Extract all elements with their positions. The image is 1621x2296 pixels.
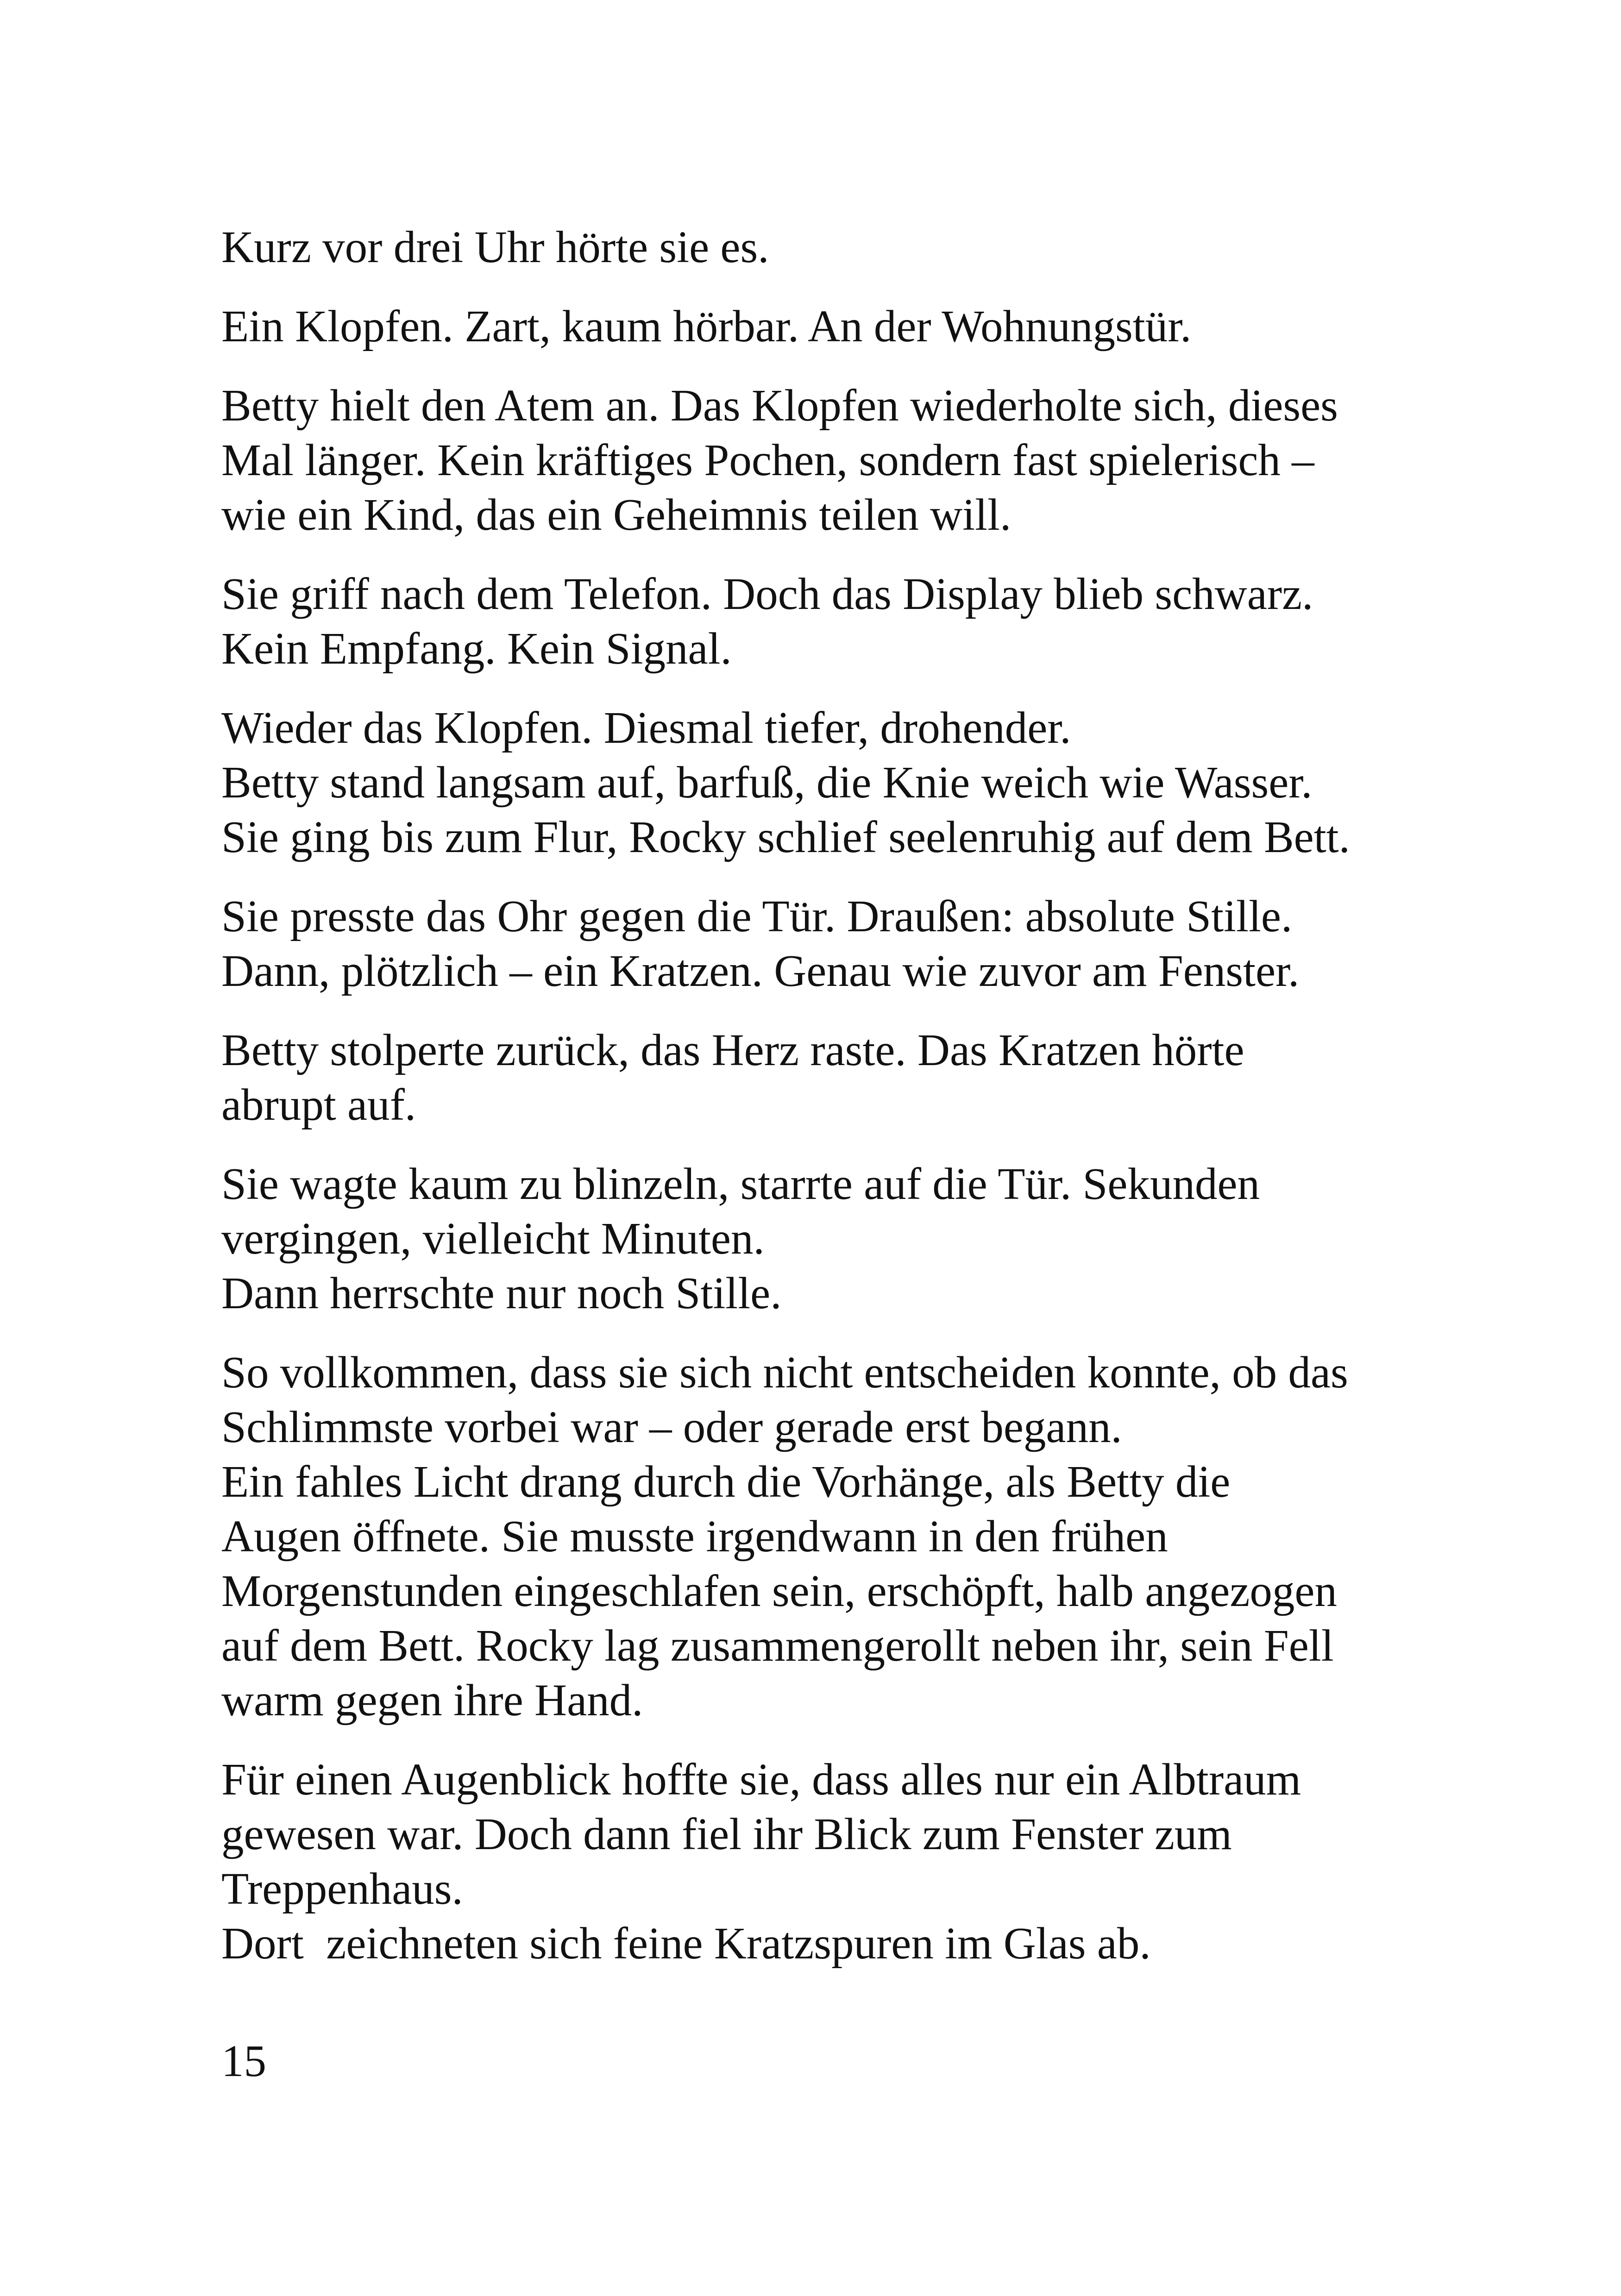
text-line: Sie ging bis zum Flur, Rocky schlief seelenruhig auf dem Bett. [221, 812, 1350, 862]
paragraph [221, 378, 1426, 542]
paragraph [221, 1752, 1426, 1971]
paragraph [221, 1023, 1426, 1132]
paragraph [221, 701, 1426, 865]
text-line: Wieder das Klopfen. Diesmal tiefer, drohender. [221, 703, 1071, 753]
text-line: Betty hielt den Atem an. Das Klopfen wiederholte sich, dieses [221, 381, 1338, 430]
text-line: abrupt auf. [221, 1080, 416, 1129]
paragraph [221, 299, 1426, 354]
text-line: auf dem Bett. Rocky lag zusammengerollt neben ihr, sein Fell [221, 1621, 1334, 1670]
text-line: Betty stolperte zurück, das Herz raste. Das Kratzen hörte [221, 1025, 1244, 1075]
text-line: Treppenhaus. [221, 1864, 463, 1913]
text-line: Sie wagte kaum zu blinzeln, starrte auf die Tür. Sekunden [221, 1159, 1260, 1209]
text-line: vergingen, vielleicht Minuten. [221, 1214, 765, 1263]
text-line: warm gegen ihre Hand. [221, 1675, 643, 1725]
text-line: Schlimmste vorbei war – oder gerade erst begann. [221, 1402, 1122, 1452]
page-number: 15 [221, 2036, 266, 2086]
paragraph [221, 567, 1426, 676]
text-line: Kein Empfang. Kein Signal. [221, 624, 732, 673]
text-line: Sie griff nach dem Telefon. Doch das Display blieb schwarz. [221, 569, 1313, 619]
text-line: Für einen Augenblick hoffte sie, dass alles nur ein Albtraum [221, 1755, 1301, 1804]
text-line: Dann herrschte nur noch Stille. [221, 1268, 782, 1318]
text-line: gewesen war. Doch dann fiel ihr Blick zum Fenster zum [221, 1809, 1232, 1859]
body-text [221, 220, 1426, 1995]
text-line: Dort zeichneten sich feine Kratzspuren im Glas ab. [221, 1919, 1151, 1968]
text-line: Morgenstunden eingeschlafen sein, erschöpft, halb angezogen [221, 1566, 1337, 1616]
text-line: Mal länger. Kein kräftiges Pochen, sondern fast spielerisch – [221, 435, 1314, 485]
text-line: Dann, plötzlich – ein Kratzen. Genau wie zuvor am Fenster. [221, 946, 1300, 996]
text-line: So vollkommen, dass sie sich nicht entscheiden konnte, ob das [221, 1348, 1348, 1397]
text-line: wie ein Kind, das ein Geheimnis teilen will. [221, 490, 1012, 539]
text-line: Betty stand langsam auf, barfuß, die Knie weich wie Wasser. [221, 758, 1313, 807]
paragraph [221, 220, 1426, 275]
paragraph [221, 1345, 1426, 1728]
paragraph [221, 889, 1426, 998]
paragraph [221, 1157, 1426, 1321]
text-line: Ein Klopfen. Zart, kaum hörbar. An der Wohnungstür. [221, 301, 1192, 351]
text-line: Kurz vor drei Uhr hörte sie es. [221, 222, 769, 272]
text-line: Augen öffnete. Sie musste irgendwann in den frühen [221, 1512, 1168, 1561]
text-line: Sie presste das Ohr gegen die Tür. Draußen: absolute Stille. [221, 891, 1293, 941]
text-line: Ein fahles Licht drang durch die Vorhänge, als Betty die [221, 1457, 1231, 1506]
